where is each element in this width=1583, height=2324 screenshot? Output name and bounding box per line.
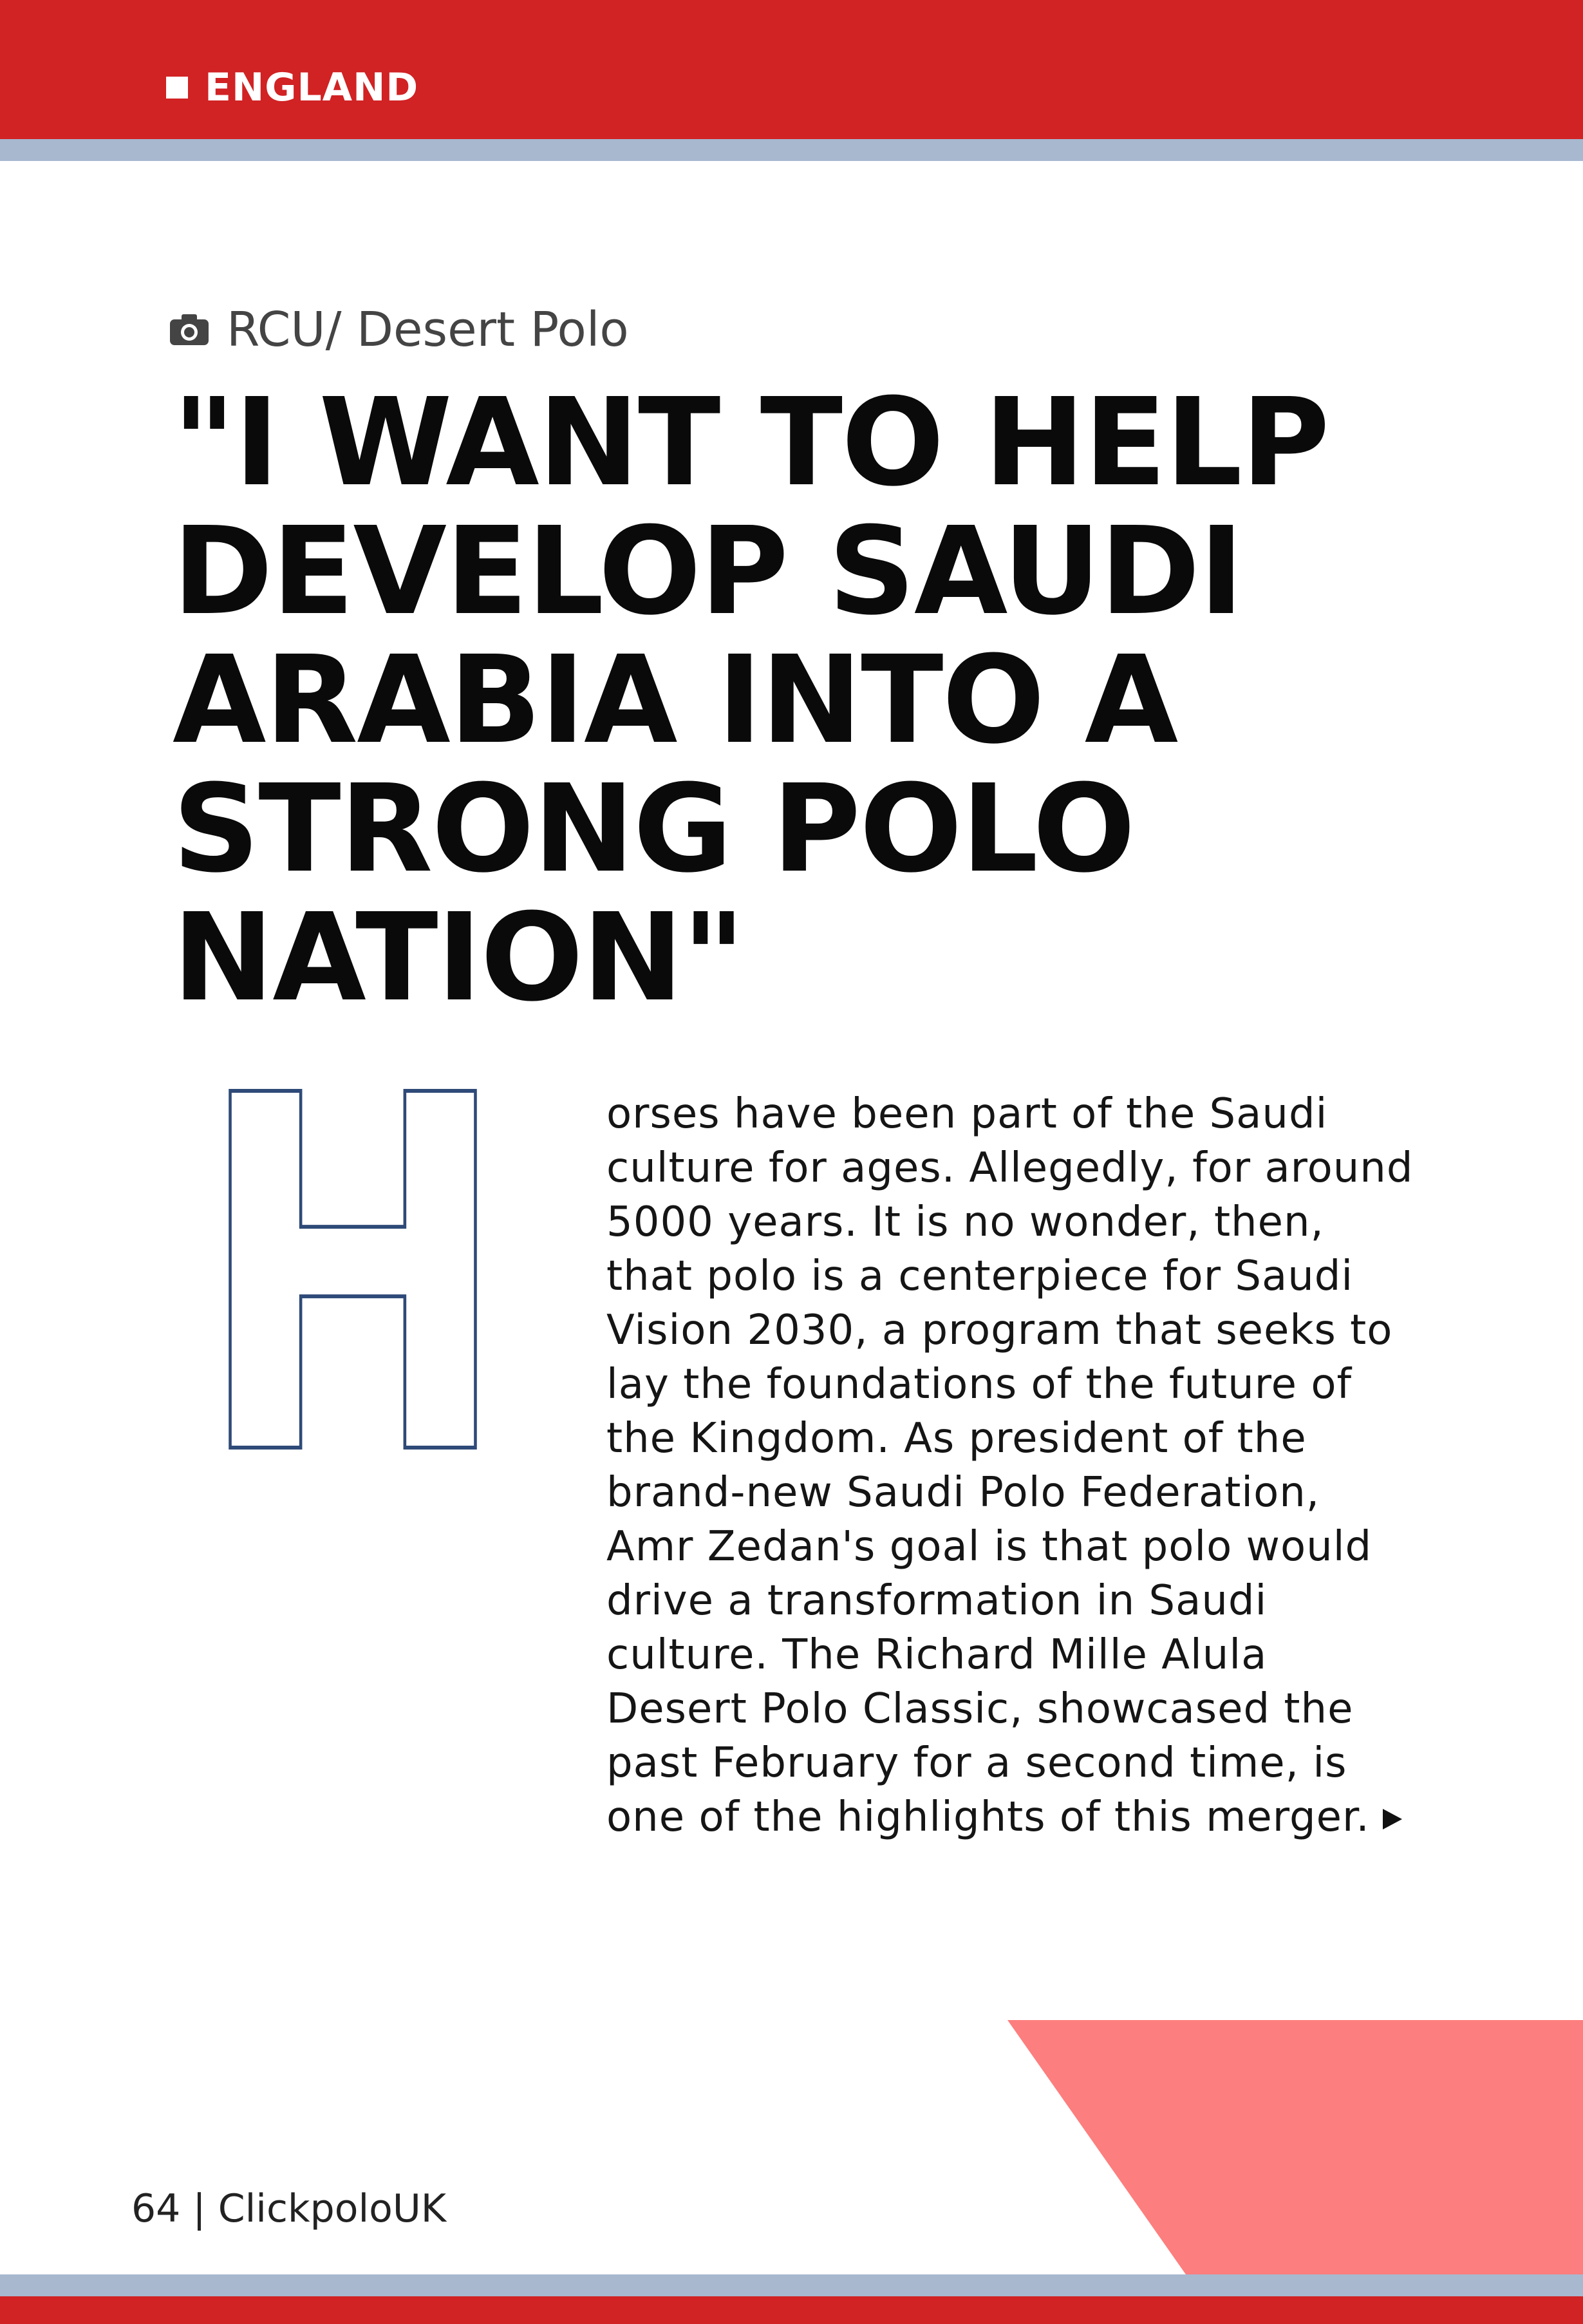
drop-cap-letter: H — [196, 994, 510, 1564]
page-footer: 64 | ClickpoloUK — [131, 2186, 447, 2231]
section-name: ENGLAND — [205, 65, 419, 110]
headline: "I WANT TO HELP DEVELOP SAUDI ARABIA INTO A STRONG POLO NATION" — [173, 372, 1329, 1028]
article-body-text: orses have been part of the Saudi culture for ages. Allegedly, for around 5000 years. It is no wonder, then, that polo is a centerpiece for Saudi Vision 2030, a program that seeks to lay the foundations of the future of the Kingdom. As president of the brand-new Saudi Polo Federation, Amr Zedan's goal is that polo would drive a transformation in Saudi culture. The Richard Mille Alula Desert Polo Classic, showcased the past February for a second time, is one of the highlights of this merger. — [606, 1090, 1414, 1841]
footer-stripe — [0, 2274, 1583, 2296]
photo-credit-text: RCU/ Desert Polo — [227, 302, 629, 357]
footer-band — [0, 2296, 1583, 2324]
